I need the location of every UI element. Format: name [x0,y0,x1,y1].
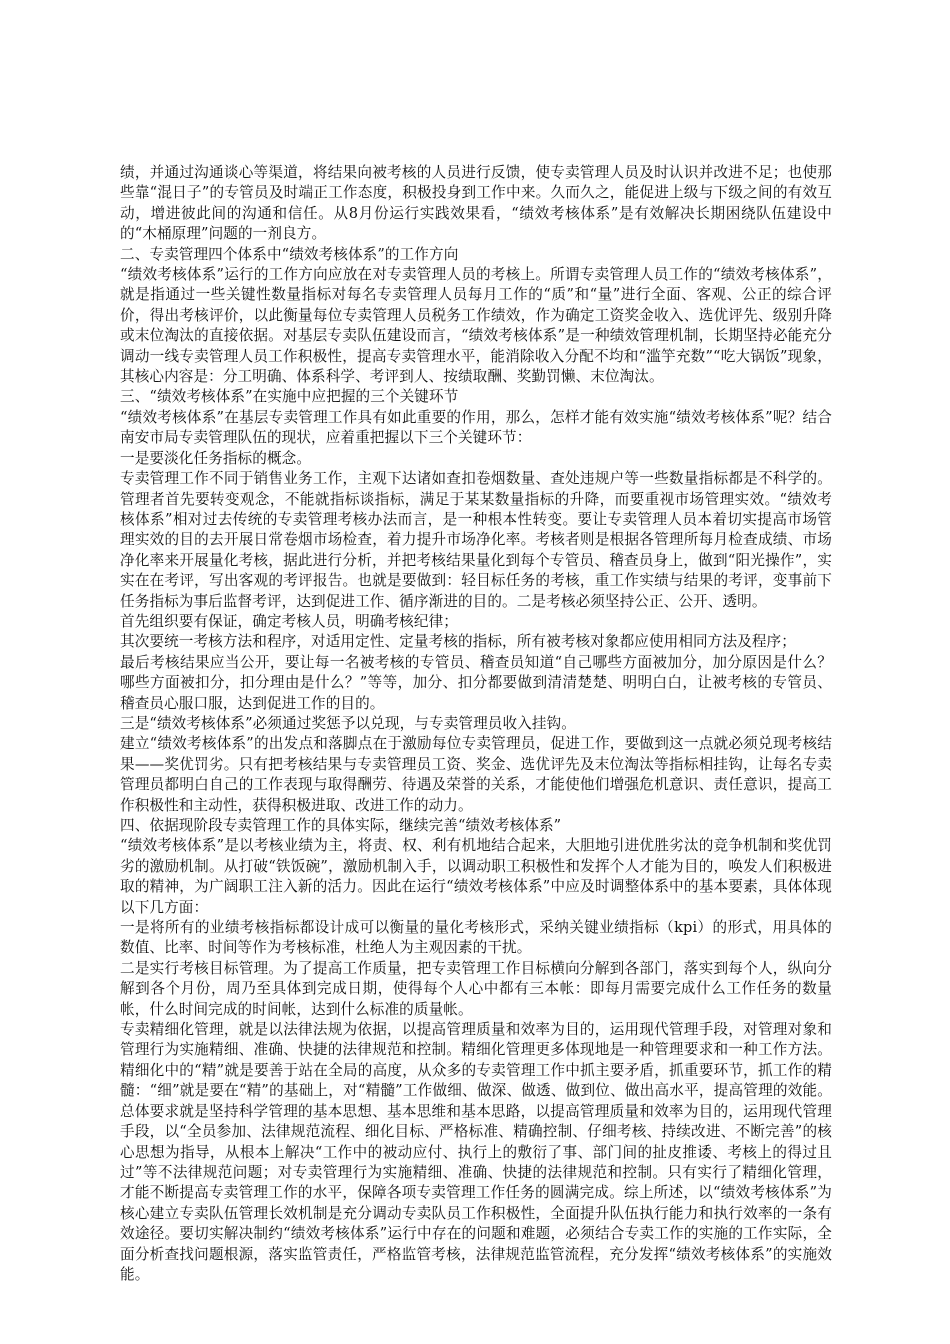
paragraph: 绩，并通过沟通谈心等渠道，将结果向被考核的人员进行反馈，使专卖管理人员及时认识并改进不足；也使那些靠“混日子”的专管员及时端正工作态度，积极投身到工作中来。久而久之，能促进上级与下级之间的有效互动，增进彼此间的沟通和信任。从8月份运行实践效果看，“绩效考核体系”是有效解决长期困绕队伍建设中的“木桶原理”问题的一剂良方。 [120,164,832,243]
paragraph: 最后考核结果应当公开，要让每一名被考核的专管员、稽查员知道“自己哪些方面被加分，加分原因是什么？哪些方面被扣分，扣分理由是什么？”等等，加分、扣分都要做到清清楚楚、明明白白，让被考核的专管员、稽查员心服口服，达到促进工作的目的。 [120,653,832,712]
paragraph: 专卖精细化管理，就是以法律法规为依据，以提高管理质量和效率为目的，运用现代管理手段，对管理对象和管理行为实施精细、准确、快捷的法律规范和控制。精细化管理更多体现地是一种管理要求和一种工作方法。精细化中的“精”就是要善于站在全局的高度，从众多的专卖管理工作中抓主要矛盾，抓重要环节，抓工作的精髓：“细”就是要在“精”的基础上，对“精髓”工作做细、做深、做透、做到位、做出高水平，提高管理的效能。总体要求就是坚持科学管理的基本思想、基本思维和基本思路，以提高管理质量和效率为目的，运用现代管理手段，以“全员参加、法律规范流程、细化目标、严格标准、精确控制、仔细考核、持续改进、不断完善”的核心思想为指导，从根本上解决“工作中的被动应付、执行上的敷衍了事、部门间的扯皮推诿、考核上的得过且过”等不法律规范问题；对专卖管理行为实施精细、准确、快捷的法律规范和控制。只有实行了精细化管理，才能不断提高专卖管理工作的水平，保障各项专卖管理工作任务的圆满完成。综上所述，以“绩效考核体系”为核心建立专卖队伍管理长效机制是充分调动专卖队员工作积极性，全面提升队伍执行能力和执行效率的一条有效途径。要切实解决制约“绩效考核体系”运行中存在的问题和难题，必须结合专卖工作的实施的工作实际，全面分析查找问题根源，落实监管责任，严格监管考核，法律规范监管流程，充分发挥“绩效考核体系”的实施效能。 [120,1021,832,1283]
section-heading: 二、专卖管理四个体系中“绩效考核体系”的工作方向 [120,245,459,263]
paragraph: “绩效考核体系”运行的工作方向应放在对专卖管理人员的考核上。所谓专卖管理人员工作的“绩效考核体系”，就是指通过一些关键性数量指标对每名专卖管理人员每月工作的“质”和“量”进行全面、客观、公正的综合评价，得出考核评价，以此衡量每位专卖管理人员税务工作绩效，作为确定工资奖金收入、选优评先、级别升降或末位淘汰的直接依据。对基层专卖队伍建设而言，“绩效考核体系”是一种绩效管理机制，长期坚持必能充分调动一线专卖管理人员工作积极性，提高专卖管理水平，能消除收入分配不均和“滥竽充数”“吃大锅饭”现象，其核心内容是：分工明确、体系科学、考评到人、按绩取酬、奖勤罚懒、末位淘汰。 [120,266,832,386]
document-body [120,163,832,1285]
section-heading: 三、“绩效考核体系”在实施中应把握的三个关键环节 [120,388,459,406]
section-heading: 四、依据现阶段专卖管理工作的具体实际，继续完善“绩效考核体系” [120,817,562,834]
paragraph: “绩效考核体系”是以考核业绩为主，将责、权、利有机地结合起来，大胆地引进优胜劣汰的竞争机制和奖优罚劣的激励机制。从打破“铁饭碗”，激励机制入手，以调动职工积极性和发挥个人才能为目的，唤发人们积极进取的精神，为广阔职工注入新的活力。因此在运行“绩效考核体系”中应及时调整体系中的基本要素，具体体现以下几方面： [120,837,832,916]
paragraph: 一是要淡化任务指标的概念。 [120,449,312,467]
paragraph: 一是将所有的业绩考核指标都设计成可以衡量的量化考核形式，采纳关键业绩指标（kpi）的形式，用具体的数值、比率、时间等作为考核标准，杜绝人为主观因素的干扰。 [120,919,832,957]
paragraph: 三是“绩效考核体系”必须通过奖惩予以兑现，与专卖管理员收入挂钩。 [120,714,576,732]
paragraph: 首先组织要有保证，确定考核人员，明确考核纪律； [120,612,458,630]
paragraph: 建立“绩效考核体系”的出发点和落脚点在于激励每位专卖管理员，促进工作，要做到这一点就必须兑现考核结果——奖优罚劣。只有把考核结果与专卖管理员工资、奖金、选优评先及末位淘汰等指标相挂钩，让每名专卖管理员都明白自己的工作表现与取得酬劳、待遇及荣誉的关系，才能使他们增强危机意识、责任意识，提高工作积极性和主动性，获得积极进取、改进工作的动力。 [120,735,832,814]
paragraph: 专卖管理工作不同于销售业务工作，主观下达诸如查扣卷烟数量、查处违规户等一些数量指标都是不科学的。管理者首先要转变观念，不能就指标谈指标，满足于某某数量指标的升降，而要重视市场管理实效。“绩效考核体系”相对过去传统的专卖管理考核办法而言，是一种根本性转变。要让专卖管理人员本着切实提高市场管理实效的目的去开展日常卷烟市场检查，着力提升市场净化率。考核者则是根据各管理所每月检查成绩、市场净化率来开展量化考核，据此进行分析，并把考核结果量化到每个专管员、稽查员身上，做到“阳光操作”，实实在在考评，写出客观的考评报告。也就是要做到：轻目标任务的考核，重工作实绩与结果的考评，变事前下任务指标为事后监督考评，达到促进工作、循序渐进的目的。二是考核必须坚持公正、公开、透明。 [120,470,832,610]
paragraph: “绩效考核体系”在基层专卖管理工作具有如此重要的作用，那么，怎样才能有效实施“绩效考核体系”呢？结合南安市局专卖管理队伍的现状，应着重把握以下三个关键环节： [120,408,832,447]
paragraph: 其次要统一考核方法和程序，对适用定性、定量考核的指标，所有被考核对象都应使用相同方法及程序； [120,633,796,651]
paragraph: 二是实行考核目标管理。为了提高工作质量，把专卖管理工作目标横向分解到各部门，落实到每个人，纵向分解到各个月份，周乃至具体到完成日期，使得每个人心中都有三本帐：即每月需要完成什么工作任务的数量帐，什么时间完成的时间帐，达到什么标准的质量帐。 [120,959,832,1018]
